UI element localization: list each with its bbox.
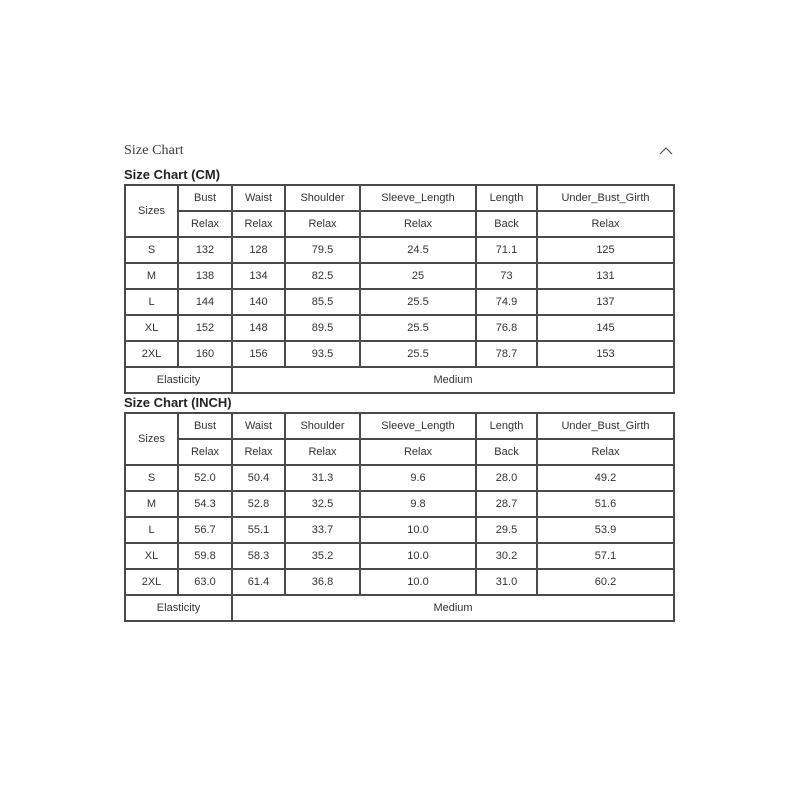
size-cell: L	[125, 517, 178, 543]
value-cell: 152	[178, 315, 232, 341]
value-cell: 25.5	[360, 315, 476, 341]
value-cell: 61.4	[232, 569, 285, 595]
size-table-inch	[124, 412, 675, 622]
cm-table-title: Size Chart (CM)	[124, 167, 221, 182]
header-sleeve-length: Sleeve_Length	[360, 413, 476, 439]
value-cell: 24.5	[360, 237, 476, 263]
table-row	[125, 465, 674, 491]
value-cell: 54.3	[178, 491, 232, 517]
size-cell: XL	[125, 543, 178, 569]
value-cell: 50.4	[232, 465, 285, 491]
table-row	[125, 315, 674, 341]
value-cell: 28.7	[476, 491, 537, 517]
sizes-header: Sizes	[125, 185, 178, 237]
value-cell: 63.0	[178, 569, 232, 595]
value-cell: 60.2	[537, 569, 674, 595]
value-cell: 89.5	[285, 315, 360, 341]
value-cell: 53.9	[537, 517, 674, 543]
table-header-row	[125, 413, 674, 439]
subheader-cell: Relax	[285, 211, 360, 237]
panel-title: Size Chart	[124, 143, 184, 158]
size-cell: M	[125, 491, 178, 517]
value-cell: 31.3	[285, 465, 360, 491]
size-table-cm	[124, 184, 675, 394]
header-length: Length	[476, 185, 537, 211]
value-cell: 32.5	[285, 491, 360, 517]
value-cell: 137	[537, 289, 674, 315]
value-cell: 9.8	[360, 491, 476, 517]
value-cell: 138	[178, 263, 232, 289]
value-cell: 73	[476, 263, 537, 289]
size-cell: L	[125, 289, 178, 315]
size-cell: S	[125, 237, 178, 263]
value-cell: 57.1	[537, 543, 674, 569]
value-cell: 148	[232, 315, 285, 341]
value-cell: 10.0	[360, 569, 476, 595]
value-cell: 58.3	[232, 543, 285, 569]
value-cell: 79.5	[285, 237, 360, 263]
header-sleeve-length: Sleeve_Length	[360, 185, 476, 211]
value-cell: 71.1	[476, 237, 537, 263]
value-cell: 131	[537, 263, 674, 289]
header-shoulder: Shoulder	[285, 185, 360, 211]
elasticity-label: Elasticity	[125, 595, 232, 621]
subheader-cell: Relax	[178, 211, 232, 237]
table-subheader-row	[125, 211, 674, 237]
table-row	[125, 491, 674, 517]
sizes-header: Sizes	[125, 413, 178, 465]
value-cell: 56.7	[178, 517, 232, 543]
subheader-cell: Relax	[285, 439, 360, 465]
value-cell: 49.2	[537, 465, 674, 491]
value-cell: 51.6	[537, 491, 674, 517]
value-cell: 160	[178, 341, 232, 367]
value-cell: 28.0	[476, 465, 537, 491]
header-waist: Waist	[232, 413, 285, 439]
subheader-cell: Back	[476, 439, 537, 465]
value-cell: 52.0	[178, 465, 232, 491]
value-cell: 74.9	[476, 289, 537, 315]
size-chart-panel	[124, 140, 673, 622]
table-row	[125, 543, 674, 569]
subheader-cell: Relax	[360, 211, 476, 237]
subheader-cell: Relax	[232, 211, 285, 237]
value-cell: 55.1	[232, 517, 285, 543]
elasticity-label: Elasticity	[125, 367, 232, 393]
table-header-row	[125, 185, 674, 211]
subheader-cell: Relax	[537, 439, 674, 465]
value-cell: 153	[537, 341, 674, 367]
value-cell: 144	[178, 289, 232, 315]
table-subheader-row	[125, 439, 674, 465]
header-bust: Bust	[178, 185, 232, 211]
subheader-cell: Relax	[178, 439, 232, 465]
elasticity-row	[125, 367, 674, 393]
value-cell: 33.7	[285, 517, 360, 543]
value-cell: 128	[232, 237, 285, 263]
value-cell: 145	[537, 315, 674, 341]
table-row	[125, 341, 674, 367]
size-cell: XL	[125, 315, 178, 341]
table-row	[125, 237, 674, 263]
value-cell: 25.5	[360, 289, 476, 315]
elasticity-value: Medium	[232, 367, 674, 393]
value-cell: 25	[360, 263, 476, 289]
header-shoulder: Shoulder	[285, 413, 360, 439]
value-cell: 132	[178, 237, 232, 263]
header-under-bust-girth: Under_Bust_Girth	[537, 413, 674, 439]
value-cell: 29.5	[476, 517, 537, 543]
elasticity-row	[125, 595, 674, 621]
table-row	[125, 517, 674, 543]
table-row	[125, 289, 674, 315]
value-cell: 76.8	[476, 315, 537, 341]
value-cell: 82.5	[285, 263, 360, 289]
value-cell: 30.2	[476, 543, 537, 569]
value-cell: 10.0	[360, 517, 476, 543]
header-length: Length	[476, 413, 537, 439]
value-cell: 78.7	[476, 341, 537, 367]
header-under-bust-girth: Under_Bust_Girth	[537, 185, 674, 211]
subheader-cell: Relax	[360, 439, 476, 465]
subheader-cell: Back	[476, 211, 537, 237]
value-cell: 125	[537, 237, 674, 263]
subheader-cell: Relax	[537, 211, 674, 237]
value-cell: 52.8	[232, 491, 285, 517]
table-row	[125, 263, 674, 289]
value-cell: 93.5	[285, 341, 360, 367]
value-cell: 85.5	[285, 289, 360, 315]
elasticity-value: Medium	[232, 595, 674, 621]
value-cell: 156	[232, 341, 285, 367]
value-cell: 59.8	[178, 543, 232, 569]
size-cell: M	[125, 263, 178, 289]
subheader-cell: Relax	[232, 439, 285, 465]
header-waist: Waist	[232, 185, 285, 211]
value-cell: 25.5	[360, 341, 476, 367]
inch-table-title: Size Chart (INCH)	[124, 395, 232, 410]
value-cell: 10.0	[360, 543, 476, 569]
value-cell: 36.8	[285, 569, 360, 595]
size-cell: S	[125, 465, 178, 491]
value-cell: 35.2	[285, 543, 360, 569]
table-row	[125, 569, 674, 595]
size-cell: 2XL	[125, 341, 178, 367]
value-cell: 9.6	[360, 465, 476, 491]
size-cell: 2XL	[125, 569, 178, 595]
size-chart-toggle[interactable]	[124, 140, 673, 166]
value-cell: 140	[232, 289, 285, 315]
chevron-up-icon[interactable]	[659, 146, 673, 156]
header-bust: Bust	[178, 413, 232, 439]
value-cell: 134	[232, 263, 285, 289]
value-cell: 31.0	[476, 569, 537, 595]
